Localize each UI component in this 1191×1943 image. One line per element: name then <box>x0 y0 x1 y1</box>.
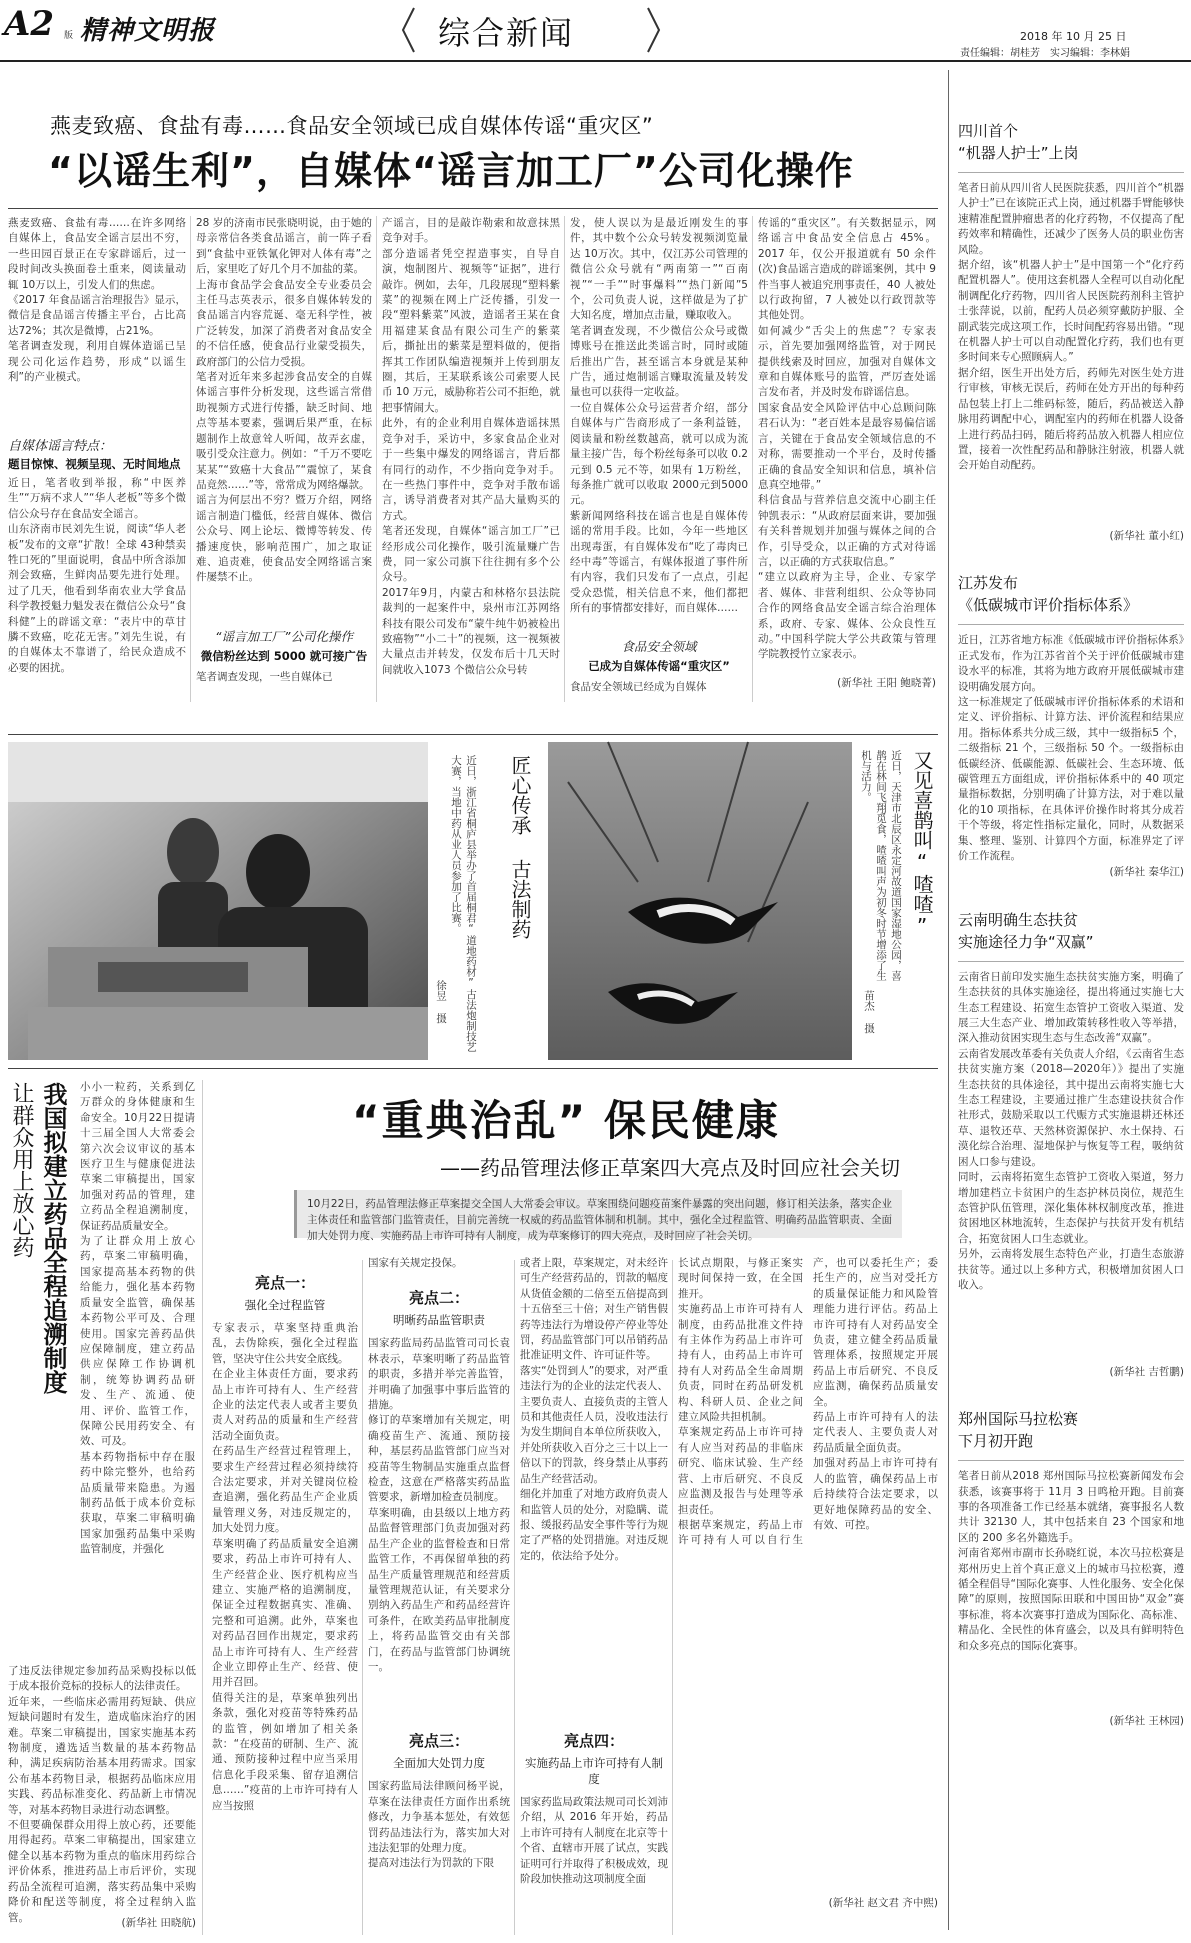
law-column-2 <box>368 1256 510 1936</box>
photo-herbal-medicine <box>8 742 428 1060</box>
point2-subheading: 明晰药品监管职责 <box>393 1313 485 1328</box>
lead-headline: “以谣生利”，自媒体“谣言加工厂”公司化操作 <box>48 149 854 193</box>
sidebar-story-1-title: 四川首个 “机器人护士”上岗 <box>958 122 1079 162</box>
lead-column-1 <box>8 216 186 706</box>
law-headline: “重典治乱” 保民健康 <box>352 1096 780 1145</box>
point2-body: 国家药监局药品监管司司长袁林表示，草案明晰了药品监管的职责，多措并举完善监管，并明确了加强事中事后监管的措施。 修订的草案增加有关规定，明确疫苗生产、流通、预防接种，基层药品监管部门应当对疫苗等生物制品实施重点监督检查，这意在严格落实药品监管要求，新增加检查员制度。 草案明确，由县级以上地方药品监督管理部门负责加强对药品生产企业的监督检查和日常监管工作，不再保留单独的药品生产质量管理规范和经营质量管理规范认证，有关要求分别纳入药品生产和药品经营许可条件，在欧美药品审批制度上，将药品监管交由有关部门，在药品与监管部门协调统一。 <box>368 1337 510 1673</box>
lead-col1-para-b: 近日，笔者收到举报，称“中医养生”“万病不求人”“华人老板”等多个微信公众号存在食品安全谣言。 山东济南市民刘先生说，阅读“华人老板”发布的文章“扩散！全球 43种禁卖牲口死的”里面说明，食品中所含添加剂会致癌，生鲜肉品要先进行处理。过了几天，他看到华南农业大学食品科学教授魁力魁发表在微信公众号“食科健”上的辟谣文章：“表片中的草甘膦不致癌，吃花无害。”刘先生说，有的自媒体太不靠谱了，给民众造成不必要的困扰。 <box>8 477 186 674</box>
lead-col3-para: 产谣言，目的是敲诈勒索和故意抹黑竞争对手。 部分造谣者凭空捏造事实，自导自演，炮制图片、视频等“证据”，进行敲诈。例如，去年，几段展现“塑料紫菜”的视频在网上广泛传播，引发一段“塑料紫菜”风波，造谣者王某在食用福建某食品有限公司生产的紫菜后，撕扯出的紫菜是塑料做的，便指挥其工作团队编造视频并上传到朋友圈，其后，王某联系该公司索要人民币 10 万元，威胁称若公司不拒绝，就把事情闹大。 此外，有的企业利用自媒体造谣抹黑竞争对手，采访中，多家食品企业对于一些集中爆发的网络谣言，背后都有同行的动作，不少指向竞争对手。在一些热门事件中，竞争对手散布谣言，诱导消费者对其产品大量购买的方式。 笔者还发现，自媒体“谣言加工厂”已经形成公司化操作，吸引流量赚广告费，同一家公司旗下往往拥有多个公众号。 2017年9月，内蒙古和林格尔县法院裁判的一起案件中，泉州市江苏网络科技有限公司发布“蒙牛纯牛奶被检出致癌物”“小二十”的视频，这一视频被大量点击并转发，仅发布后十几天时间就收入1073 个微信公众号转 <box>382 217 560 676</box>
sidebar-story-2-source: (新华社 秦华江) <box>1109 866 1184 879</box>
photo-magpies-image <box>548 742 852 1060</box>
lead-col2-subhead: “谣言加工厂”公司化操作 <box>215 629 353 644</box>
sidebar-story-2-title: 江苏发布 《低碳城市评价指标体系》 <box>958 574 1139 615</box>
page-number: A2 <box>4 4 55 44</box>
law-side-headline: 我国拟建立药品全程追溯制度 <box>39 1082 67 1394</box>
lead-col1-para: 燕麦致癌、食盐有毒……在许多网络自媒体上，食品安全谣言层出不穷，一些田园百景正在专家辟谣后，过一段时间改头换面卷土重来，阅读量动辄 10万以上，引发人们的焦虑。 《2017 年食品谣言治理报告》显示，微信是食品谣言传播主平台，占比高达72%；其次是微博，占21%。 笔者调查发现，利用自媒体造谣已呈现公司化运作趋势，形成“以谣生利”的产业模式。 <box>8 217 186 384</box>
issue-date: 2018 年 10 月 25 日 <box>1020 30 1127 43</box>
law-subheadline: ——药品管理法修正草案四大亮点及时回应社会关切 <box>440 1156 900 1180</box>
lead-column-4 <box>570 216 748 706</box>
photo2-caption: 近日，天津市北辰区永定河故道国家湿地公园，喜鹊在林间飞翔觅食，喳喳叫声为初冬时节增添了生机与活力。 <box>860 750 902 981</box>
lead-kicker: 燕麦致癌、食盐有毒……食品安全领域已成自媒体传谣“重灾区” <box>50 114 654 138</box>
lead-column-2 <box>196 216 372 706</box>
editor-credit: 责任编辑：胡桂芳 实习编辑：李林娟 <box>960 48 1130 59</box>
section-title: 综合新闻 <box>438 14 575 52</box>
photo1-credit: 徐昱 摄 <box>435 980 447 1024</box>
lead-col2-end: 笔者调查发现，一些自媒体已 <box>196 671 333 683</box>
law-side-para-b: 了违反法律规定参加药品采购投标以低于成本报价竞标的投标人的法律责任。 近年来，一些临床必需用药短缺、供应短缺问题时有发生，造成临床治疗的困难。草案二审稿提出，国家实施基本药物制度，遴选适当数量的基本药物品种，满足疾病防治基本用药需求。国家公布基本药物目录，根据药品临床应用实践、药品标准变化、药品新上市情况等，对基本药物目录进行动态调整。 不但要确保群众用得上放心药，还要能用得起药。草案二审稿提出，国家建立健全以基本药物为重点的临床用药综合评价体系，推进药品上市后评价，实现药品全流程可追溯，落实药品集中采购降价和配送等制度，将全过程纳入监管。 <box>8 1665 196 1924</box>
sidebar-story-1-body: 笔者日前从四川省人民医院获悉，四川首个“机器人护士”已在该院正式上岗，通过机器手臂能够快速精准配置肿瘤患者的化疗药物，不仅提高了配药效率和精确性，还减少了医务人员的职业伤害风险。 据介绍，该“机器人护士”是中国第一个“化疗药配置机器人”。使用这套机器人全程可以自动化配制调配化疗药物，四川省人民医院药剂科主管护士张萍说，以前，配药人员必须穿戴防护服、全副武装完成这项工作，长时间配药容易出错。“现在机器人护士可以自动配置化疗药，我们也有更多时间来专心照顾病人。” 据介绍，医生开出处方后，药师先对医生处方进行审核，审核无误后，药师在处方开出的每种药品包装上打上二维码标签，随后，药品被送入静脉用药调配中心，调配室内的药师在机器人设备上进行药品扫码，随后将药品放入机器人相应位置，接着一次性配药品和静脉注射液，机器人就会开始自动配药。 <box>958 182 1184 472</box>
point1-subheading: 强化全过程监管 <box>244 1298 326 1312</box>
point4-subheading: 实施药品上市许可持有人制度 <box>525 1756 663 1786</box>
law-intro-text: 10月22日，药品管理法修正草案提交全国人大常委会审议。草案围绕问题疫苗案件暴露的突出问题，修订相关法条，落实企业主体责任和监管部门监管责任，目前完善统一权威的药品监管体制和机制。其中，强化全过程监管、明确药品监管职责、全面加大处罚力度、实施药品上市许可持有人制度，成为草案修订的四大亮点，及时回应了社会关切。 <box>307 1198 892 1242</box>
lead-col2-para: 28 岁的济南市民张晓明说，由于她的母亲常信各类食品谣言，前一阵子看到“食盐中亚铁氰化钾对人体有毒”之后，家里吃了好几个月不加盐的菜。 上海市食品学会食品安全专业委员会主任马志英表示，很多自媒体转发的食品谣言内容荒诞、毫无科学性，被广泛转发，加深了消费者对食品安全的不信任感，使食品行业蒙受损失，政府部门的公信力受损。 笔者对近年来多起涉食品安全的自媒体谣言事件分析发现，这些谣言常借助视频方式进行传播，缺乏时间、地点等基本要素，强调后果严重，在标题制作上故意耸人听闻，故弄玄虚，吸引受众注意力。例如：“千万不要吃某某”“致癌十大食品”“震惊了，某食品竟然……”等，常常成为网络爆款。 谣言为何层出不穷？暨万介绍，网络谣言制造门槛低，经营自媒体、微信公众号、网上论坛、微博等转发、传播速度快，影响范围广，加之取证难、追责难，使食品安全网络谣言案件屡禁不止。 <box>196 217 372 584</box>
lead-col2-bold: 微信粉丝达到 5000 就可接广告 <box>200 649 368 663</box>
lead-col4-bold: 已成为自媒体传谣“重灾区” <box>588 659 730 673</box>
sidebar-story-4-title: 郑州国际马拉松赛 下月初开跑 <box>958 1410 1079 1451</box>
law-column-4 <box>678 1256 938 1936</box>
point5-body: 长试点期限，与修正案实现时间保持一致，在全国推开。 实施药品上市许可持有人制度，由药品批准文件持有主体作为药品上市许可持有人，由药品上市许可持有人对药品全生命周期负责，同时在药品研发机构、科研人员、企业之间建立风险共担机制。 草案规定药品上市许可持有人应当对药品的非临床研究、临床试验、生产经营、上市后研究、不良反应监测及报告与处理等承担责任。 根据草案规定，药品上市许可持有人可以自行生产，也可以委托生产；委托生产的，应当对受托方的质量保证能力和风险管理能力进行评估。药品上市许可持有人对药品安全负责，建立健全药品质量管理体系，按照规定开展药品上市后研究、不良反应监测，确保药品质量安全。 药品上市许可持有人的法定代表人、主要负责人对药品质量全面负责。 加强对药品上市许可持有人的监管，确保药品上市后持续符合法定要求，以更好地保障药品的安全、有效、可控。 <box>678 1257 938 1547</box>
law-main-source: (新华社 赵文君 齐中熙) <box>828 1897 938 1909</box>
paper-name: 精神文明报 <box>80 16 216 46</box>
point4-lead: 或者上限，草案规定，对未经许可生产经营药品的，罚款的幅度从货值金额的二倍至五倍提高到十五倍至三十倍；对生产销售假药等违法行为增设停产停业等处罚，药品监管部门可以吊销药品批准证明文件、许可证件等。 落实“处罚到人”的要求，对严重违法行为的企业的法定代表人、主要负责人、直接负责的主管人员和其他责任人员，没收违法行为发生期间自本单位所获收入，并处所获收入百分之三十以上一倍以下的罚款，终身禁止从事药品生产经营活动。 细化并加重了对地方政府负责人和监管人员的处分，对隐瞒、谎报、缓报药品安全事件等行为规定了严格的处罚措施。对违反规定的，依法给予处分。 <box>520 1257 668 1562</box>
point4-heading: 亮点四： <box>563 1732 624 1750</box>
law-column-1 <box>212 1256 358 1936</box>
point1-heading: 亮点一： <box>254 1274 315 1292</box>
lead-col4-para: 发，使人误以为是最近刚发生的事件，其中数个公众号转发视频浏览量达 10万次。其中，仅江苏公司管理的微信公众号就有“两南第一”“百南视”“一手”“时事爆料”“热门新闻”5个，公司负责人说，这样做是为了扩大知名度，增加点击量，赚取收入。 笔者调查发现，不少微信公众号或微博账号在推送此类谣言时，同时或随后推出广告，甚至谣言本身就是某种广告，通过炮制谣言赚取流量及转发量也可以获得一定收益。 一位自媒体公众号运营者介绍，部分自媒体与广告商形成了一条利益链，阅读量和粉丝数越高，就可以成为流量主接广告，每个粉丝每条可以收 0.2 元到 0.5 元不等，如果有 1万粉丝，每条推广就可以收取 2000元到5000 元。 紫新闻网络科技在谣言也是自媒体传谣的常用手段。比如，今年一些地区出现毒蛋，有自媒体发布“吃了毒肉已经中毒”等谣言，有媒体报道了事件所有内容，我们只发布了一点点，引起受众恐慌，相关信息不来，他们都把所有的事情都安排好，而自媒体…… <box>570 217 748 615</box>
sidebar <box>958 120 1184 1930</box>
sidebar-story-4-source: (新华社 王林园) <box>1109 1715 1184 1728</box>
point4-body: 国家药监局政策法规司司长刘沛介绍，从 2016 年开始，药品上市许可持有人制度在北京等十个省、直辖市开展了试点，实践证明可行并取得了积极成效，现阶段加快推动这项制度全面 <box>520 1796 668 1886</box>
sidebar-story-3-source: (新华社 吉哲鹏) <box>1109 1365 1184 1378</box>
law-intro-box <box>294 1190 902 1242</box>
photo-herbal-medicine-image <box>8 742 428 1060</box>
sidebar-story-3-body: 云南省日前印发实施生态扶贫实施方案，明确了生态扶贫的具体实施途径，提出将通过实施七大生态工程建设、拓宽生态管护工资收入渠道、发展三大生态产业、增加政策转移性收入等举措，深入推动贫困实现生态与生态改善“双赢”。 云南省发展改革委有关负责人介绍，《云南省生态扶贫实施方案（2018—2020年）》提出了实施生态扶贫的具体途径，其中提出云南将实施七大生态工程建设，主要通过推广生态建设扶贫合作社形式，鼓励采取以工代赈方式实施退耕还林还草、退牧还草、天然林资源保护、水土保持、石漠化综合治理、湿地保护与恢复等工程，吸纳贫困人口参与建设。 同时，云南将拓宽生态管护工资收入渠道，努力增加建档立卡贫困户的生态护林员岗位，规范生态管护队伍管理，深化集体林权制度改革，推进贫困地区林地流转，生态保护与扶贫开发有机结合，拓宽贫困人口生态就业。 另外，云南将发展生态特色产业，打造生态旅游扶贫等。通过以上多种方式，积极增加贫困人口收入。 <box>958 970 1184 1291</box>
lead-col4-end: 食品安全领域已经成为自媒体 <box>570 681 707 693</box>
law-side-source: (新华社 田晓航) <box>121 1917 196 1929</box>
masthead <box>0 0 1191 62</box>
sidebar-story-4-body: 笔者日前从2018 郑州国际马拉松赛新闻发布会获悉，该赛事将于 11月 3 日鸣枪开跑。目前赛事的各项准备工作已经基本就绪，赛事报名人数共计 32130 人，其中包括来自 23 个国家和地区的 200 多名外籍选手。 河南省郑州市副市长孙晓红说，本次马拉松赛是郑州历史上首个真正意义上的城市马拉松赛，遵循全程倡导“国际化赛事、人性化服务、安全化保障”的原则，按照国际田联和中国田协“双金”赛事标准，将本次赛事打造成为国际化、高标准、精品化、全民性的体育盛会，以及具有鲜明特色和众多亮点的国际化赛事。 <box>958 1470 1184 1652</box>
point2-heading: 亮点二： <box>408 1289 469 1308</box>
lead-col5-para: 传谣的“重灾区”。有关数据显示，网络谣言中食品安全信息占 45%。2017 年，仅公开报道就有 50 余件(次)食品谣言造成的辟谣案例，其中 9件当事人被追究刑事责任，40 人被处以行政拘留，7 人被处以行政罚款等其他处罚。 如何减少“舌尖上的焦虑”？专家表示，首先要加强网络监管，对于网民提供线索及时回应，加强对自媒体文章和自媒体账号的监管，严厉查处谣言发布者，并及时发布辟谣信息。 国家食品安全风险评估中心总顾问陈君石认为：“老百姓本是最容易偏信谣言，关键在于食品安全领域信息的不对称，需要推动一个平台，及时传播正确的食品安全知识和信息，填补信息真空地带。” 科信食品与营养信息交流中心副主任钟凯表示：“从政府层面来讲，要加强有关科普规划并加强与媒体之间的合作，引导受众，以正确的方式对待谣言，以正确的方式获取信息。” “建立以政府为主导，企业、专家学者、媒体、非营利组织、公众等协同合作的网络食品安全谣言综合治理体系，政府、专家、媒体、公众良性互动。”中国科学院大学公共政策与管理学院教授竹立家表示。 <box>758 217 936 661</box>
law-side-para-a: 小小一粒药，关系到亿万群众的身体健康和生命安全。10月22日提请十三届全国人大常委会第六次会议审议的基本医疗卫生与健康促进法草案二审稿提出，国家加强对药品的管理，建立药品全程追溯制度，保证药品质量安全。 为了让群众用上放心药，草案二审稿明确，国家提高基本药物的供给能力，强化基本药物质量安全监管，确保基本药物公平可及、合理使用。国家完善药品供应保障制度，建立药品供应保障工作协调机制，统筹协调药品研发、生产、流通、使用、评价、监管工作，保障公民用药安全、有效、可及。 基本药物指标中存在服药中除完整外，也给药品质量带来隐患。为遏制药品低于成本价竞标获取，草案二审稿明确国家加强药品集中采购监管制度，并强化 <box>80 1081 195 1556</box>
point3-body: 国家药监局法律顾问杨平说，草案在法律责任方面作出系统修改，力争基本惩处，有效惩罚药品违法行为，落实加大对违法犯罪的处理力度。 提高对违法行为罚款的下限 <box>368 1780 510 1870</box>
photo1-caption: 近日，浙江省桐庐县举办了首届桐君“道地药材”古法炮制技艺大赛，当地中药从业人员参加了比赛。 <box>450 755 477 1052</box>
lead-col1-bold: 题目惊悚、视频呈现、无时间地点 <box>8 457 181 471</box>
chevron-left-icon <box>400 6 416 54</box>
lead-col4-subhead: 食品安全领域 <box>621 639 697 654</box>
photo-magpies <box>548 742 852 1060</box>
photo1-title: 匠心传承 古法制药 <box>508 755 532 939</box>
law-column-3 <box>520 1256 668 1936</box>
lead-column-3 <box>382 216 560 706</box>
law-side-kicker: 让群众用上放心药 <box>9 1082 34 1258</box>
lead-col1-subhead: 自媒体谣言特点： <box>8 439 113 454</box>
point3-subheading: 全面加大处罚力度 <box>393 1756 485 1771</box>
point1-body: 专家表示，草案坚持重典治乱，去伪除疾，强化全过程监管，坚决守住公共安全底线。 在企业主体责任方面，要求药品上市许可持有人、生产经营企业的法定代表人或者主要负责人对药品的质量和生产经营活动全面负责。 在药品生产经营过程管理上，要求生产经营过程必须持续符合法定要求，并对关键岗位检查追溯，强化药品生产企业质量管理义务，对违反规定的，加大处罚力度。 草案明确了药品质量安全追溯要求，药品上市许可持有人、生产经营企业、医疗机构应当建立、实施严格的追溯制度，保证全过程数据真实、准确、完整和可追溯。此外，草案也对药品召回作出规定，要求药品上市许可持有人、生产经营企业立即停止生产、经营、使用并召回。 值得关注的是，草案单独列出条款，强化对疫苗等特殊药品的监管，例如增加了相关条款：“在疫苗的研制、生产、流通、预防接种过程中应当采用信息化手段采集、留存追溯信息……”疫苗的上市许可持有人应当按照 <box>212 1322 358 1812</box>
sidebar-story-2-body: 近日，江苏省地方标准《低碳城市评价指标体系》正式发布，作为江苏省首个关于评价低碳城市建设水平的标准，其将为地方政府开展低碳城市建设明确发展方向。 这一标准规定了低碳城市评价指标体系的术语和定义、评价指标、计算方法、评价流程和结果应用。指标体系共分成三级，其中一级指标5 个，二级指标 21 个，三级指标 50 个。一级指标由低碳经济、低碳能源、低碳社会、生态环境、低碳管理五方面组成，评价指标体系中的 40 项定量指标数据，分别明确了计算方法，对于难以量化的10 项指标，在具体评价操作时将其分成若干个等级，将定性指标定量化，同时，从数据采集、整理、鉴别、计算四个方面，标准界定了评价工作流程。 <box>958 634 1184 863</box>
point2-lead: 国家有关规定投保。 <box>368 1257 463 1269</box>
lead-column-5 <box>758 216 936 706</box>
lead-col5-source: (新华社 王阳 鲍晓菁) <box>837 677 936 689</box>
point3-heading: 亮点三： <box>408 1732 469 1751</box>
lead-headline-box <box>8 70 938 193</box>
chevron-right-icon <box>646 6 662 54</box>
sidebar-story-1-source: (新华社 董小红) <box>1109 530 1184 542</box>
photo2-title: 又见喜鹊叫“喳喳” <box>910 750 934 938</box>
sidebar-story-3-title: 云南明确生态扶贫 实施途径力争“双赢” <box>958 910 1094 951</box>
photo2-credit: 苗杰 摄 <box>863 990 875 1034</box>
page-suffix: 版 <box>64 31 74 41</box>
